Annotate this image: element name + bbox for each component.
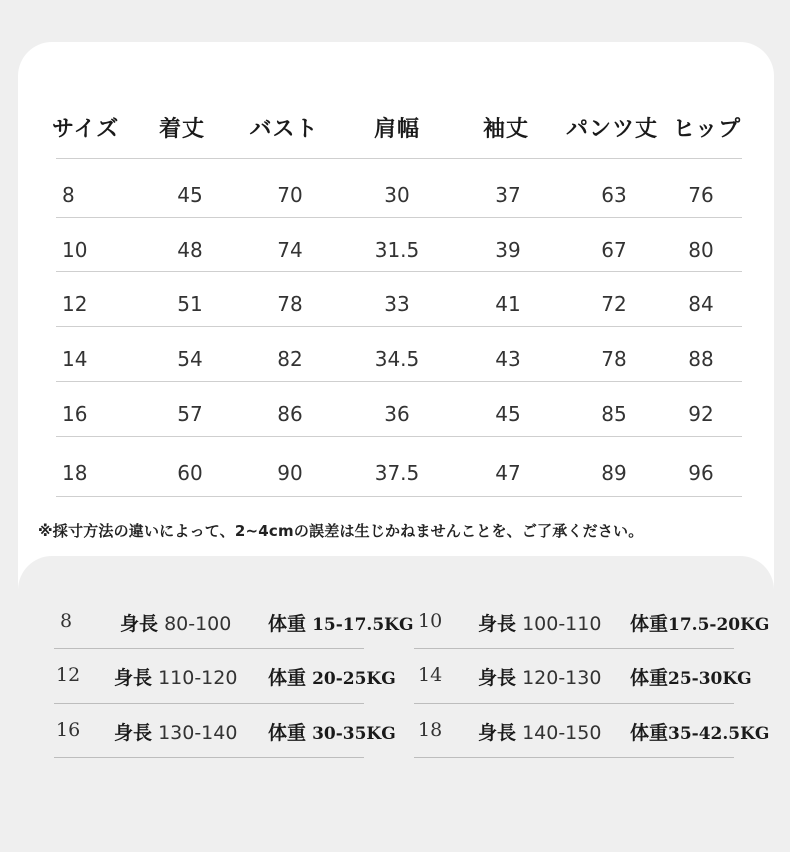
table-cell: 43 (495, 347, 521, 371)
weight-label: 体重 (268, 613, 307, 635)
spec-weight (630, 609, 769, 636)
height-value: 110-120 (158, 667, 238, 689)
table-cell: 45 (495, 402, 521, 426)
weight-value: 20-25KG (312, 669, 396, 689)
table-cell: 86 (277, 402, 303, 426)
height-value: 80-100 (164, 613, 232, 635)
spec-size: 10 (418, 610, 443, 632)
spec-size: 14 (418, 664, 443, 686)
spec-divider (414, 648, 734, 649)
table-cell: 8 (62, 183, 75, 207)
header-shoulder: 肩幅 (373, 117, 421, 142)
table-cell: 85 (601, 402, 627, 426)
header-bust: バスト (249, 117, 319, 142)
spec-weight (268, 718, 396, 745)
table-cell: 39 (495, 238, 521, 262)
weight-value: 30-35KG (312, 724, 396, 744)
table-cell: 63 (601, 183, 627, 207)
weight-value: 35-42.5KG (668, 724, 770, 744)
table-cell: 14 (62, 347, 88, 371)
table-cell: 45 (177, 183, 203, 207)
spec-divider (54, 648, 364, 649)
header-size: サイズ (52, 117, 120, 142)
table-cell: 60 (177, 461, 203, 485)
height-label: 身長 (114, 722, 153, 744)
weight-label: 体重 (268, 722, 307, 744)
header-hip: ヒップ (672, 117, 742, 142)
weight-label: 体重 (630, 722, 669, 744)
table-cell: 10 (62, 238, 88, 262)
table-cell: 89 (601, 461, 627, 485)
spec-weight (630, 663, 752, 690)
body-spec-card (18, 556, 774, 824)
table-cell: 30 (384, 183, 410, 207)
height-value: 120-130 (522, 667, 602, 689)
height-value: 100-110 (522, 613, 602, 635)
spec-height (120, 609, 231, 636)
table-cell: 78 (601, 347, 627, 371)
table-cell: 57 (177, 402, 203, 426)
table-cell: 74 (277, 238, 303, 262)
table-cell: 33 (384, 292, 410, 316)
table-cell: 92 (688, 402, 714, 426)
height-value: 140-150 (522, 722, 602, 744)
spec-size: 18 (418, 719, 443, 741)
spec-divider (54, 703, 364, 704)
measurement-note: ※採寸方法の違いによって、2~4cmの誤差は生じかねませんことを、ご了承ください。 (38, 522, 644, 540)
height-label: 身長 (478, 667, 517, 689)
table-cell: 54 (177, 347, 203, 371)
row-divider (56, 496, 742, 497)
weight-value: 25-30KG (668, 669, 752, 689)
table-cell: 70 (277, 183, 303, 207)
table-cell: 80 (688, 238, 714, 262)
height-label: 身長 (478, 613, 517, 635)
header-length: 着丈 (158, 117, 206, 142)
table-cell: 37.5 (374, 461, 420, 485)
spec-divider (414, 757, 734, 758)
table-cell: 84 (688, 292, 714, 316)
table-cell: 48 (177, 238, 203, 262)
table-cell: 41 (495, 292, 521, 316)
table-cell: 31.5 (374, 238, 420, 262)
height-label: 身長 (478, 722, 517, 744)
table-cell: 37 (495, 183, 521, 207)
weight-label: 体重 (630, 613, 669, 635)
weight-label: 体重 (268, 667, 307, 689)
height-label: 身長 (114, 667, 153, 689)
weight-label: 体重 (630, 667, 669, 689)
height-value: 130-140 (158, 722, 238, 744)
header-pants-length: パンツ丈 (565, 117, 659, 142)
spec-divider (414, 703, 734, 704)
spec-weight (268, 609, 413, 636)
table-cell: 88 (688, 347, 714, 371)
spec-height (478, 663, 601, 690)
table-cell: 51 (177, 292, 203, 316)
spec-size: 16 (56, 719, 81, 741)
spec-height (114, 663, 237, 690)
weight-value: 17.5-20KG (668, 615, 770, 635)
weight-value: 15-17.5KG (312, 615, 414, 635)
table-cell: 47 (495, 461, 521, 485)
spec-size: 12 (56, 664, 81, 686)
table-cell: 18 (62, 461, 88, 485)
table-cell: 36 (384, 402, 410, 426)
table-cell: 78 (277, 292, 303, 316)
spec-size: 8 (60, 610, 73, 632)
height-label: 身長 (120, 613, 159, 635)
table-cell: 90 (277, 461, 303, 485)
spec-divider (54, 757, 364, 758)
table-cell: 96 (688, 461, 714, 485)
row-divider (56, 381, 742, 382)
spec-height (478, 609, 601, 636)
table-cell: 12 (62, 292, 88, 316)
spec-height (478, 718, 601, 745)
row-divider (56, 271, 742, 272)
row-divider (56, 217, 742, 218)
spec-weight (630, 718, 769, 745)
table-cell: 67 (601, 238, 627, 262)
row-divider (56, 436, 742, 437)
table-cell: 16 (62, 402, 88, 426)
table-cell: 34.5 (374, 347, 420, 371)
table-cell: 82 (277, 347, 303, 371)
table-cell: 76 (688, 183, 714, 207)
row-divider (56, 326, 742, 327)
spec-weight (268, 663, 396, 690)
table-cell: 72 (601, 292, 627, 316)
header-sleeve: 袖丈 (482, 117, 530, 142)
spec-height (114, 718, 237, 745)
header-divider (56, 158, 742, 159)
